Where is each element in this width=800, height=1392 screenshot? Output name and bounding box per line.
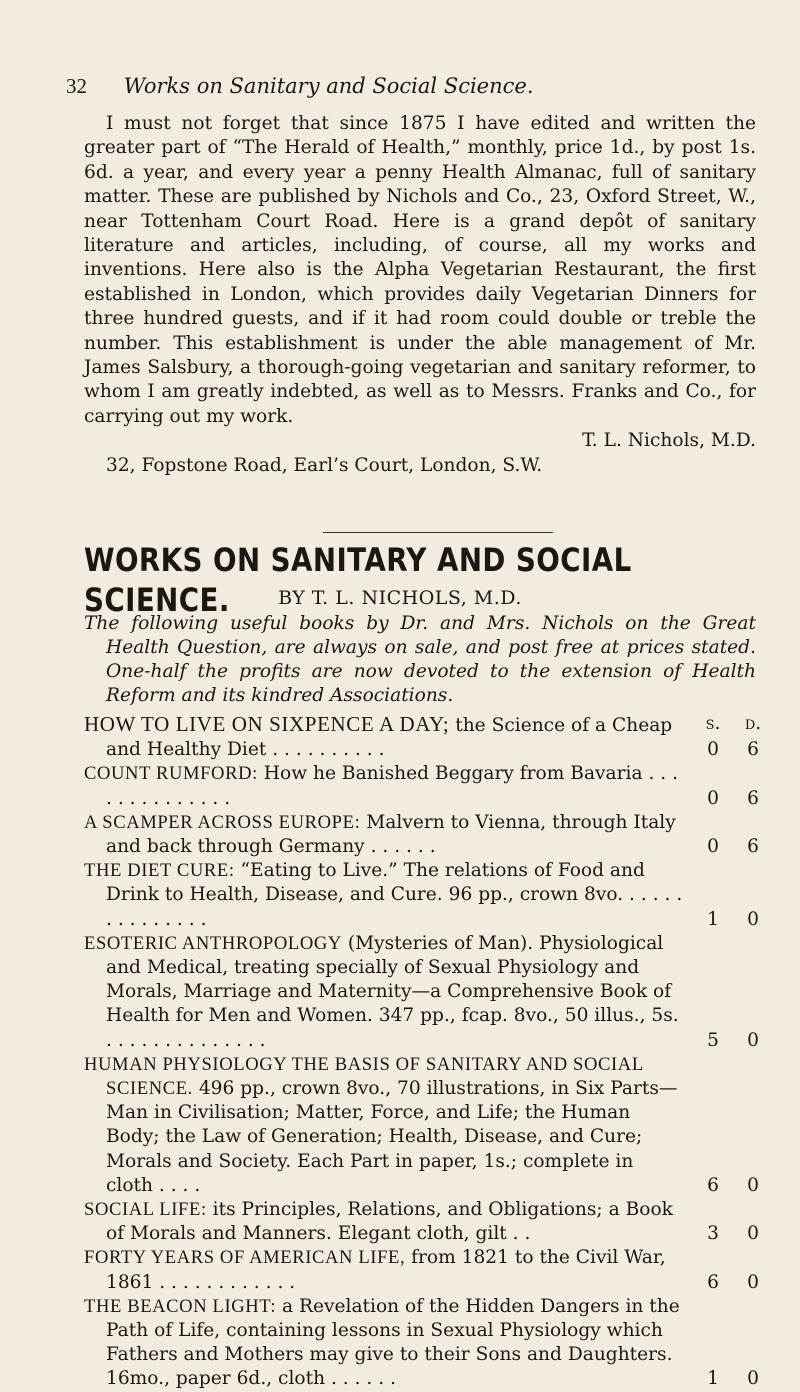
book-price: [698, 738, 768, 762]
book-description: [84, 932, 686, 1053]
book-details: “Eating to Live.” The relations of Food and Drink to Health, Disease, and Cure. 96 pp., crown 8vo. . . . . . . . . . . . . . .: [106, 860, 683, 930]
book-description: [84, 811, 686, 859]
book-entry: [84, 932, 768, 1053]
book-entry: [84, 712, 768, 762]
book-price: [698, 1174, 768, 1198]
price-pence: 0: [747, 1271, 759, 1293]
book-entry: [84, 1246, 768, 1294]
price-shillings: 6: [707, 1174, 719, 1196]
book-description: [84, 712, 686, 762]
book-entry: [84, 859, 768, 932]
price-shillings: 0: [707, 787, 719, 809]
book-details: (Mysteries of Man). Physiological and Medical, treating specially of Sexual Physiology and Morals, Marriage and Maternity—a Comprehensive Book of Health for Men and Women. 347 pp., fcap. 8vo., 50 illus., 5s. . . . . . . . . . . . . . .: [106, 932, 679, 1051]
book-title: THE BEACON LIGHT:: [84, 1295, 277, 1317]
price-shillings: 1: [707, 1368, 719, 1390]
price-shillings: 0: [707, 836, 719, 858]
book-entry: [84, 1295, 768, 1392]
book-title: COUNT RUMFORD:: [84, 763, 258, 785]
book-price: [698, 787, 768, 811]
book-details: from 1821 to the Civil War, 1861 . . . . . . . . . . . .: [106, 1247, 666, 1293]
book-description: [84, 1295, 686, 1392]
intro-section: [84, 112, 756, 478]
price-shillings: 1: [707, 908, 719, 930]
running-title: Works on Sanitary and Social Science.: [123, 74, 534, 98]
book-entry: [84, 1053, 768, 1198]
notice-text: The following useful books by Dr. and Mrs. Nichols on the Great Health Question, are always on sale, and post free at prices stated. One-half the profits are now devoted to the extension of Health Reform and its kindred Associations.: [84, 613, 756, 706]
book-title: FORTY YEARS OF AMERICAN LIFE,: [84, 1247, 406, 1269]
price-pence: 0: [747, 1223, 759, 1245]
intro-paragraph: I must not forget that since 1875 I have edited and written the greater part of “The Herald of Health,” monthly, price 1d., by post 1s. 6d. a year, and every year a penny Health Almanac, full of sanitary matter. These are published by Nichols and Co., 23, Oxford Street, W., near Tottenham Court Road. Here is a grand depôt of sanitary literature and articles, including, of course, all my works and inventions. Here also is the Alpha Vegetarian Restaurant, the first established in London, which provides daily Vegetarian Dinners for three hundred guests, and if it had room could double or treble the number. This establishment is under the able management of Mr. James Salsbury, a thorough-going vegetarian and sanitary reformer, to whom I am greatly indebted, as well as to Messrs. Franks and Co., for carrying out my work.: [84, 113, 756, 427]
price-pence: 6: [747, 787, 759, 809]
divider-rule: [323, 532, 553, 533]
price-shillings: 3: [707, 1223, 719, 1245]
book-title: HOW TO LIVE ON SIXPENCE A DAY;: [84, 712, 450, 736]
book-title: ESOTERIC ANTHROPOLOGY: [84, 932, 342, 954]
book-details: its Principles, Relations, and Obligations; a Book of Morals and Manners. Elegant cloth, gilt . .: [106, 1199, 673, 1245]
book-catalog: [84, 712, 768, 1392]
book-entry: [84, 811, 768, 859]
address: 32, Fopstone Road, Earl’s Court, London, S.W.: [106, 454, 543, 476]
book-list: [84, 712, 768, 1392]
book-title: A SCAMPER ACROSS EUROPE:: [84, 811, 361, 833]
price-pence: 0: [747, 1174, 759, 1196]
price-pence: 6: [747, 739, 759, 761]
signature: T. L. Nichols, M.D.: [582, 430, 756, 452]
running-header: [66, 72, 740, 100]
book-price: [698, 1367, 768, 1391]
book-details: a Revelation of the Hidden Dangers in the Path of Life, containing lessons in Sexual Physiology which Fathers and Mothers may give to their Sons and Daughters. 16mo., paper 6d., cloth . . . . . .: [106, 1295, 680, 1390]
pence-header: d.: [744, 713, 762, 734]
sale-notice: [84, 612, 756, 708]
book-price: [698, 1271, 768, 1295]
book-description: [84, 1198, 686, 1246]
page-number: 32: [66, 74, 87, 98]
book-details: How he Banished Beggary from Bavaria . . . . . . . . . . . . . .: [106, 763, 679, 809]
price-pence: 0: [747, 1029, 759, 1051]
book-price: [698, 835, 768, 859]
price-shillings: 0: [707, 739, 719, 761]
book-description: [84, 1053, 686, 1198]
book-entry: [84, 762, 768, 810]
book-price: [698, 1029, 768, 1053]
price-shillings: 5: [707, 1029, 719, 1051]
price-pence: 0: [747, 1368, 759, 1390]
book-title: SOCIAL LIFE:: [84, 1199, 207, 1221]
book-entry: [84, 1198, 768, 1246]
book-title: HUMAN PHYSIOLOGY THE BASIS OF SANITARY AND SOCIAL SCIENCE.: [84, 1053, 644, 1100]
price-pence: 6: [747, 836, 759, 858]
book-details: the Science of a Cheap and Healthy Diet . . . . . . . . . .: [106, 715, 673, 761]
book-price: [698, 1222, 768, 1246]
book-details: 496 pp., crown 8vo., 70 illustrations, in Six Parts—Man in Civilisation; Matter, Force, and Life; the Human Body; the Law of Generation; Health, Disease, and Cure; Morals and Society. Each Part in paper, 1s.; complete in cloth . . . .: [106, 1078, 678, 1196]
price-shillings: 6: [707, 1271, 719, 1293]
author-byline: BY T. L. NICHOLS, M.D.: [278, 587, 522, 609]
book-details: Malvern to Vienna, through Italy and back through Germany . . . . . .: [106, 811, 676, 858]
book-description: [84, 1246, 686, 1294]
section-headline: WORKS ON SANITARY AND SOCIAL SCIENCE.: [84, 541, 632, 619]
price-pence: 0: [747, 908, 759, 930]
book-description: [84, 762, 686, 810]
shillings-header: s.: [705, 713, 721, 734]
book-price: [698, 908, 768, 932]
book-description: [84, 859, 686, 932]
book-title: THE DIET CURE:: [84, 860, 235, 882]
